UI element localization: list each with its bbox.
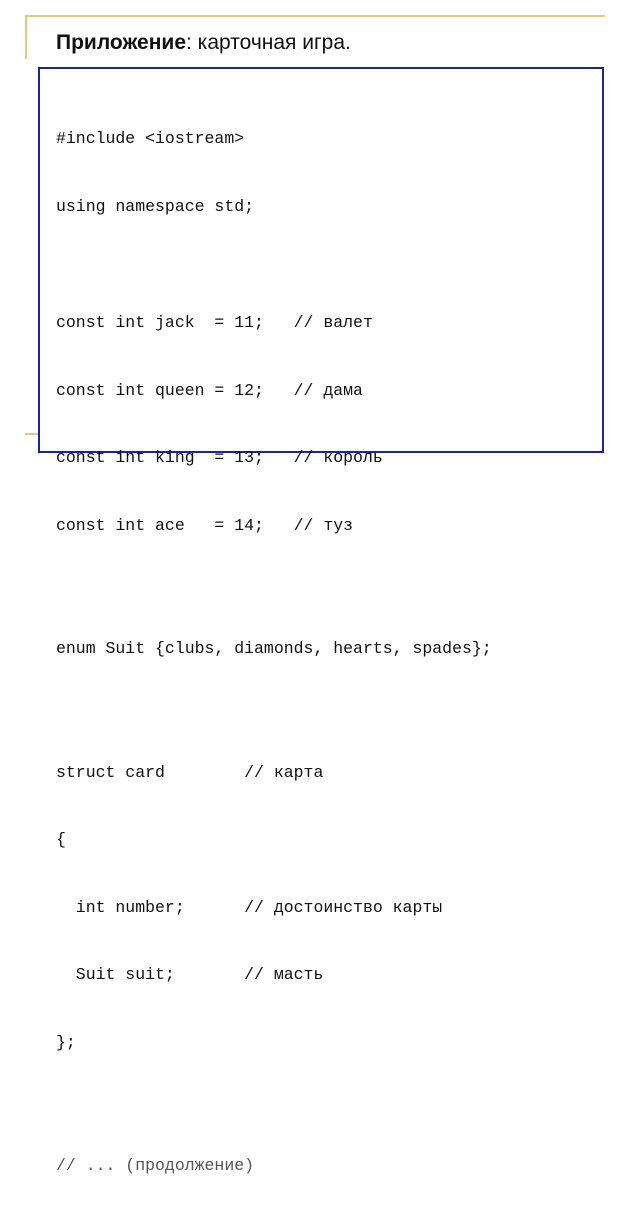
code-line-open-brace: { [56,830,66,849]
code-line-queen: const int queen = 12; // дама [56,380,363,400]
slide-title-rest: : карточная игра. [186,31,351,54]
code-box [38,67,604,1175]
code-line-close-brace: }; [56,1032,76,1052]
left-accent-rule [25,15,27,59]
code-line-ace: const int ace = 14; // туз [56,515,354,535]
code-gap [56,263,492,267]
code-line-king: const int king = 13; // король [56,448,383,467]
slide-title [56,29,351,57]
code-line-number: int number; // достоинство карты [56,897,443,917]
code-gap [56,706,492,717]
code-line-suit: Suit suit; // масть [56,965,324,984]
top-accent-rule [25,15,605,17]
code-gap [56,582,492,593]
code-line-jack: const int jack = 11; // валет [56,313,373,332]
code-line-using: using namespace std; [56,196,255,216]
slide-title-bold: Приложение [56,31,187,54]
code-line-continuation: // ... (продолжение) [56,1156,255,1175]
code-line-enum: enum Suit {clubs, diamonds, hearts, spades}; [56,639,492,658]
code-line-include: #include <iostream> [56,129,245,148]
code-gap [56,1099,492,1110]
code-line-struct: struct card // карта [56,762,324,782]
code-listing [56,83,492,1223]
